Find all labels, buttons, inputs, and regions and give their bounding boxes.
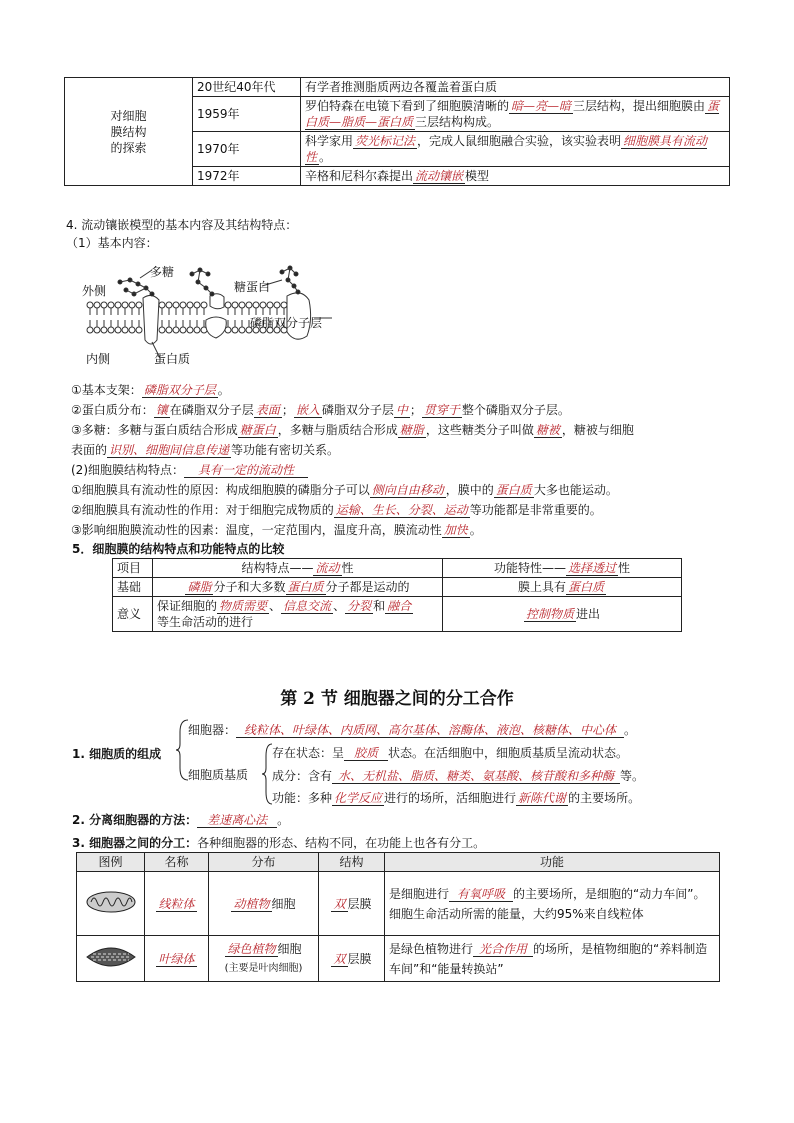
- header-structure: 结构特点—— 流动 性: [153, 559, 443, 578]
- history-event: 罗伯特森在电镜下看到了细胞膜清晰的 暗—亮—暗 三层结构，提出细胞膜由 蛋白质—脂质—蛋白质 三层结构构成。: [301, 97, 730, 132]
- history-event: 有学者推测脂质两边各覆盖着蛋白质: [301, 78, 730, 97]
- label-inside: 内侧: [86, 352, 111, 366]
- comparison-table: [112, 558, 682, 632]
- fluidity-factors: ③影响细胞膜流动性的因素：温度，一定范围内，温度升高，膜流动性 加快 。: [71, 523, 482, 537]
- point-1: ①基本支架： 磷脂双分子层 。: [71, 383, 230, 397]
- structure-feature: (2)细胞膜结构特点： 具有一定的流动性: [71, 460, 308, 480]
- dist-mitochondrion: 动植物 细胞: [209, 872, 319, 936]
- matrix-components: 成分：含有 水、无机盐、脂质、糖类、氨基酸、核苷酸和多种酶 等。: [272, 769, 645, 783]
- col-distribution: 分布: [209, 853, 319, 872]
- point-2: ②蛋白质分布： 镶 在磷脂双分子层 表面 ； 嵌入 磷脂双分子层 中 ； 贯穿于 整个磷脂双分子层。: [71, 403, 570, 417]
- history-label: 对细胞 膜结构 的探索: [65, 78, 193, 186]
- col-structure: 结构: [319, 853, 385, 872]
- row-meaning-function: 控制物质 进出: [443, 597, 682, 632]
- matrix-label: 细胞质基质: [188, 768, 249, 782]
- row-meaning-label: 意义: [113, 597, 153, 632]
- organelle-table: [76, 852, 720, 982]
- label-protein: 蛋白质: [154, 352, 191, 366]
- history-event: 辛格和尼科尔森提出 流动镶嵌 模型: [301, 167, 730, 186]
- separation-method: 2. 分离细胞器的方法： 差速离心法 。: [72, 813, 290, 827]
- history-table: [64, 77, 730, 186]
- header-item: 项目: [113, 559, 153, 578]
- fluidity-reason: ①细胞膜具有流动性的原因：构成细胞膜的磷脂分子可以 侧向自由移动 ，膜中的 蛋白质 大多也能运动。: [71, 483, 618, 497]
- func-mitochondrion: 是细胞进行 有氧呼吸 的主要场所，是细胞的“动力车间”。细胞生命活动所需的能量，大约95%来自线粒体: [385, 872, 720, 936]
- fluidity-role: ②细胞膜具有流动性的作用：对于细胞完成物质的 运输、生长、分裂、运动 等功能都是非常重要的。: [71, 503, 602, 517]
- cytoplasm-title: 1. 细胞质的组成: [72, 747, 162, 761]
- section-4-sub1: （1）基本内容：: [66, 236, 158, 250]
- section-4-title: 4. 流动镶嵌模型的基本内容及其结构特点：: [66, 218, 298, 232]
- col-function: 功能: [385, 853, 720, 872]
- col-name: 名称: [145, 853, 209, 872]
- history-year: 20世纪40年代: [193, 78, 301, 97]
- col-legend: 图例: [77, 853, 145, 872]
- row-basis-structure: 磷脂 分子和大多数 蛋白质 分子都是运动的: [153, 578, 443, 597]
- label-bilayer: 磷脂双分子层: [250, 316, 323, 330]
- label-polysaccharide: 多糖: [150, 265, 175, 279]
- mitochondrion-icon: [77, 872, 145, 936]
- history-event: 科学家用 荧光标记法 ，完成人鼠细胞融合实验，该实验表明 细胞膜具有流动性 。: [301, 132, 730, 167]
- matrix-state: 存在状态：呈 胶质 状态。在活细胞中，细胞质基质呈流动状态。: [272, 746, 629, 760]
- header-function: 功能特性—— 选择透过 性: [443, 559, 682, 578]
- name-mitochondrion: 线粒体: [145, 872, 209, 936]
- history-year: 1970年: [193, 132, 301, 167]
- struct-chloroplast: 双 层膜: [319, 936, 385, 982]
- func-chloroplast: 是绿色植物进行 光合作用 的场所，是植物细胞的“养料制造车间”和“能量转换站”: [385, 936, 720, 982]
- section-5-title: 5．细胞膜的结构特点和功能特点的比较: [72, 542, 285, 556]
- row-meaning-structure: 保证细胞的 物质需要 、 信息交流 、 分裂 和 融合 等生命活动的进行: [153, 597, 443, 632]
- point-3: ③多糖：多糖与蛋白质结合形成 糖蛋白 ，多糖与脂质结合形成 糖脂 ，这些糖类分子叫做 糖被 ，糖被与细胞: [71, 423, 634, 437]
- row-basis-function: 膜上具有 蛋白质: [443, 578, 682, 597]
- organelle-line: 细胞器： 线粒体、叶绿体、内质网、高尔基体、溶酶体、液泡、核糖体、中心体 。: [188, 723, 637, 737]
- history-year: 1959年: [193, 97, 301, 132]
- dist-chloroplast: 绿色植物 细胞 (主要是叶肉细胞): [209, 936, 319, 982]
- fluid-mosaic-figure: [82, 260, 342, 370]
- division-of-labor: 3. 细胞器之间的分工：各种细胞器的形态、结构不同，在功能上也各有分工。: [72, 836, 486, 850]
- section-2-heading: 第 2 节 细胞器之间的分工合作: [280, 689, 514, 709]
- history-year: 1972年: [193, 167, 301, 186]
- name-chloroplast: 叶绿体: [145, 936, 209, 982]
- label-glycoprotein: 糖蛋白: [234, 280, 271, 294]
- point-3b: 表面的 识别、细胞间信息传递 等功能有密切关系。: [71, 443, 340, 457]
- matrix-function: 功能：多种 化学反应 进行的场所，活细胞进行 新陈代谢 的主要场所。: [272, 791, 641, 805]
- chloroplast-icon: [77, 936, 145, 982]
- section-4: [66, 216, 736, 252]
- struct-mitochondrion: 双 层膜: [319, 872, 385, 936]
- label-outside: 外侧: [82, 284, 107, 298]
- row-basis-label: 基础: [113, 578, 153, 597]
